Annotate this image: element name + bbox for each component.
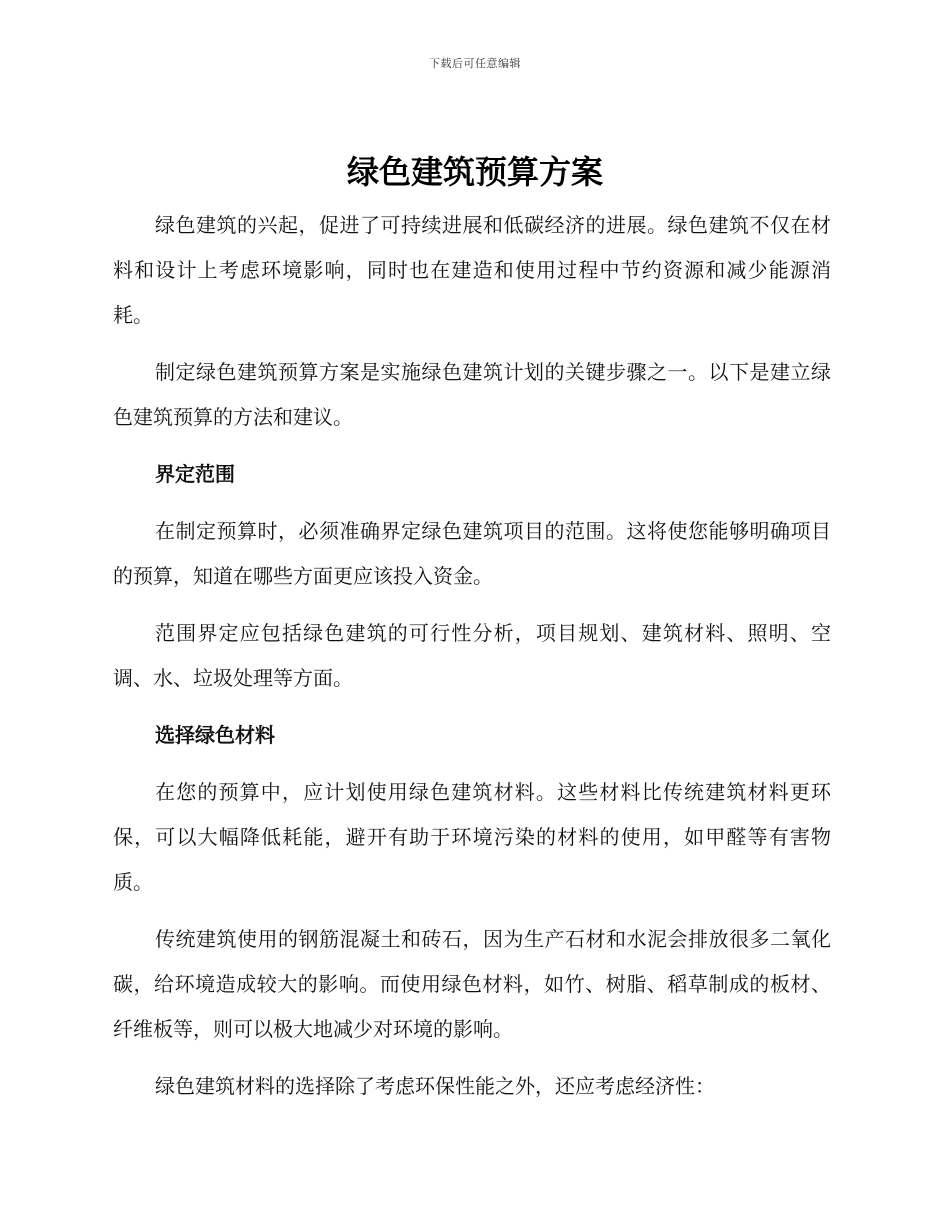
section-heading-scope: 界定范围 [155,462,235,486]
materials-paragraph: 在您的预算中，应计划使用绿色建筑材料。这些材料比传统建筑材料更环保，可以大幅降低耗能，避开有助于环境污染的材料的使用，如甲醛等有害物质。 [113,780,831,894]
section-heading-materials: 选择绿色材料 [155,723,275,747]
scope-paragraph: 范围界定应包括绿色建筑的可行性分析，项目规划、建筑材料、照明、空调、水、垃圾处理等方面。 [113,621,831,690]
materials-paragraph: 绿色建筑材料的选择除了考虑环保性能之外，还应考虑经济性： [155,1074,715,1098]
intro-paragraph: 制定绿色建筑预算方案是实施绿色建筑计划的关键步骤之一。以下是建立绿色建筑预算的方法和建议。 [113,360,831,429]
document-body [113,203,831,1121]
intro-paragraph: 绿色建筑的兴起，促进了可持续进展和低碳经济的进展。绿色建筑不仅在材料和设计上考虑环境影响，同时也在建造和使用过程中节约资源和减少能源消耗。 [113,213,831,327]
scope-paragraph: 在制定预算时，必须准确界定绿色建筑项目的范围。这将使您能够明确项目的预算，知道在哪些方面更应该投入资金。 [113,519,831,588]
document-title: 绿色建筑预算方案 [346,153,603,191]
materials-paragraph: 传统建筑使用的钢筋混凝土和砖石，因为生产石材和水泥会排放很多二氧化碳，给环境造成较大的影响。而使用绿色材料，如竹、树脂、稻草制成的板材、纤维板等，则可以极大地减少对环境的影响。 [113,927,831,1041]
page-header-note: 下载后可任意编辑 [429,57,521,70]
